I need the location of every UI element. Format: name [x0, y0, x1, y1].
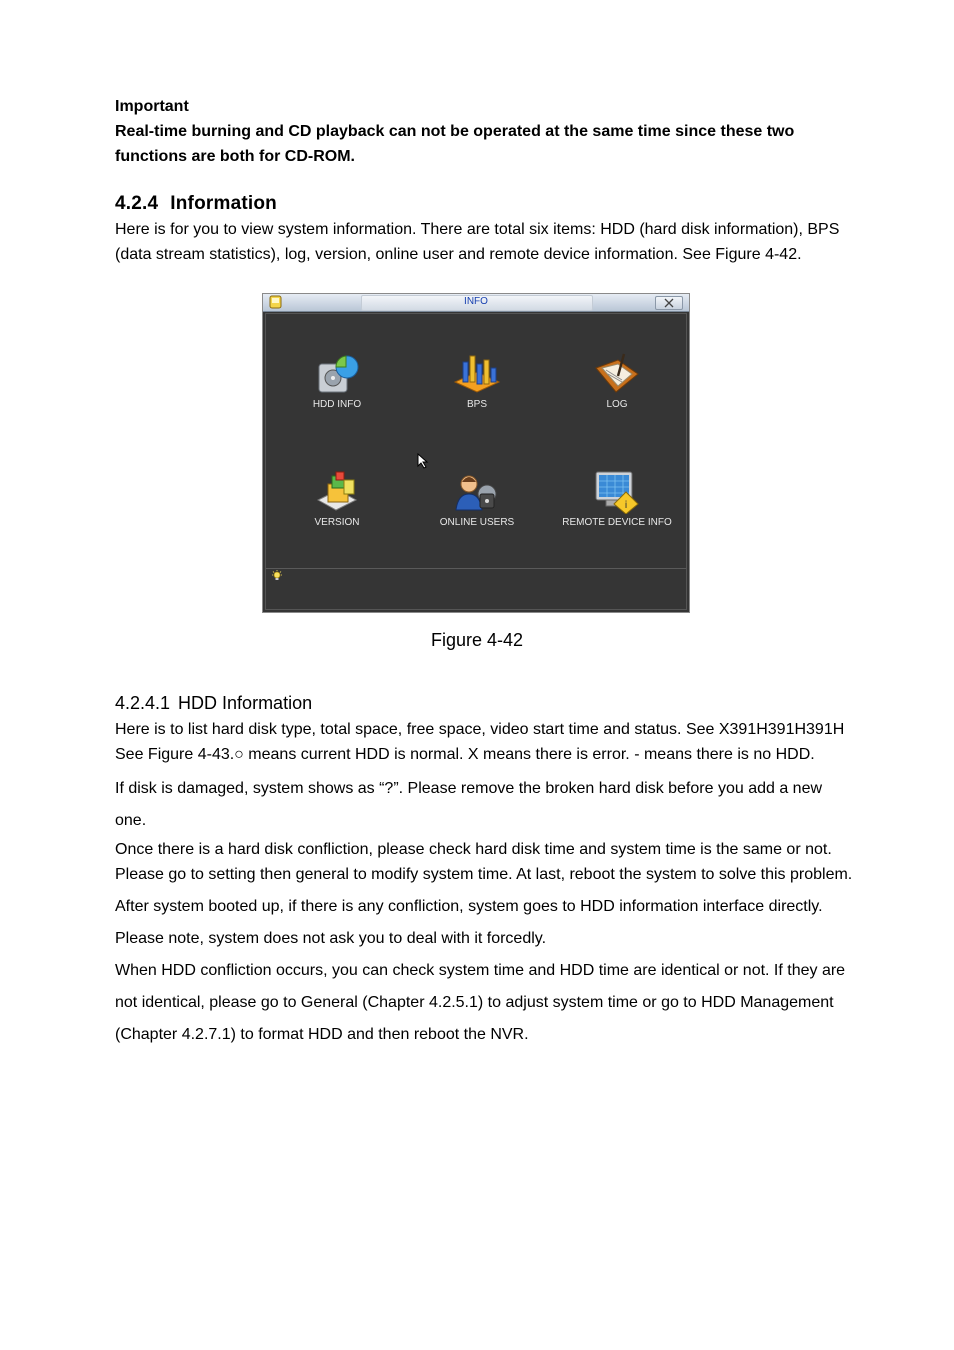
important-heading: Important: [115, 98, 189, 115]
paragraph: Once there is a hard disk confliction, please check hard disk time and system time is the same or not. Please go to setting then general to modify system time. At last, reboot the system to solve this problem.: [115, 841, 853, 883]
paragraph: Here is to list hard disk type, total space, free space, video start time and status. See X391H391H391H See Figure 4-43.○ means current HDD is normal. X means there is error. - means there is no HDD.: [115, 721, 845, 763]
online-users-icon: [454, 470, 500, 514]
subsection-title: HDD Information: [178, 693, 313, 713]
tile-label: ONLINE USERS: [439, 517, 515, 528]
dialog-title: INFO: [464, 296, 488, 307]
tile-label: HDD INFO: [312, 399, 362, 410]
tile-bps[interactable]: [402, 352, 552, 410]
close-button[interactable]: [655, 296, 683, 310]
bps-icon: [451, 352, 503, 396]
hint-bulb-icon: [271, 570, 283, 582]
remote-device-info-icon: [592, 470, 642, 514]
tile-label: LOG: [606, 399, 628, 410]
subsection-number: 4.2.4.1: [115, 693, 171, 713]
log-icon: [592, 352, 642, 396]
tile-remote-device-info[interactable]: [542, 470, 692, 528]
tile-label: VERSION: [314, 517, 360, 528]
version-icon: [314, 470, 360, 514]
close-icon: [664, 298, 674, 308]
dialog-titlebar: [263, 294, 689, 312]
section-title: Information: [170, 193, 277, 214]
tile-label: REMOTE DEVICE INFO: [562, 517, 672, 528]
paragraph: After system booted up, if there is any confliction, system goes to HDD information interface directly. Please note, system does not ask you to deal with it forcedly.: [115, 898, 823, 947]
important-note: [115, 94, 845, 169]
mouse-pointer-icon: [417, 453, 429, 469]
figure-caption: Figure 4-42: [430, 630, 524, 650]
subsection-heading: [115, 693, 312, 714]
paragraph: When HDD confliction occurs, you can check system time and HDD time are identical or not. If they are not identical, please go to General (Chapter 4.2.5.1) to adjust system time or go to HDD Management (Chapter 4.2.7.1) to format HDD and then reboot the NVR.: [115, 962, 846, 1043]
subsection-body: [115, 717, 855, 1051]
hdd-info-icon: [314, 352, 360, 396]
tile-version[interactable]: [262, 470, 412, 528]
status-separator: [266, 568, 686, 569]
tile-label: BPS: [466, 399, 487, 410]
section-heading: [115, 193, 277, 215]
svg-text:i: i: [624, 500, 628, 511]
important-text: Real-time burning and CD playback can not be operated at the same time since these two functions are both for CD-ROM.: [115, 123, 795, 165]
info-dialog: [262, 293, 690, 613]
section-number: 4.2.4: [115, 193, 159, 214]
tile-log[interactable]: [542, 352, 692, 410]
paragraph: If disk is damaged, system shows as “?”. Please remove the broken hard disk before you add a new one.: [115, 780, 823, 829]
section-intro: Here is for you to view system information. There are total six items: HDD (hard disk information), BPS (data stream statistics), log, version, online user and remote device information. See Figure 4-42.: [115, 221, 840, 263]
tile-hdd-info[interactable]: [262, 352, 412, 410]
tile-online-users[interactable]: [402, 470, 552, 528]
